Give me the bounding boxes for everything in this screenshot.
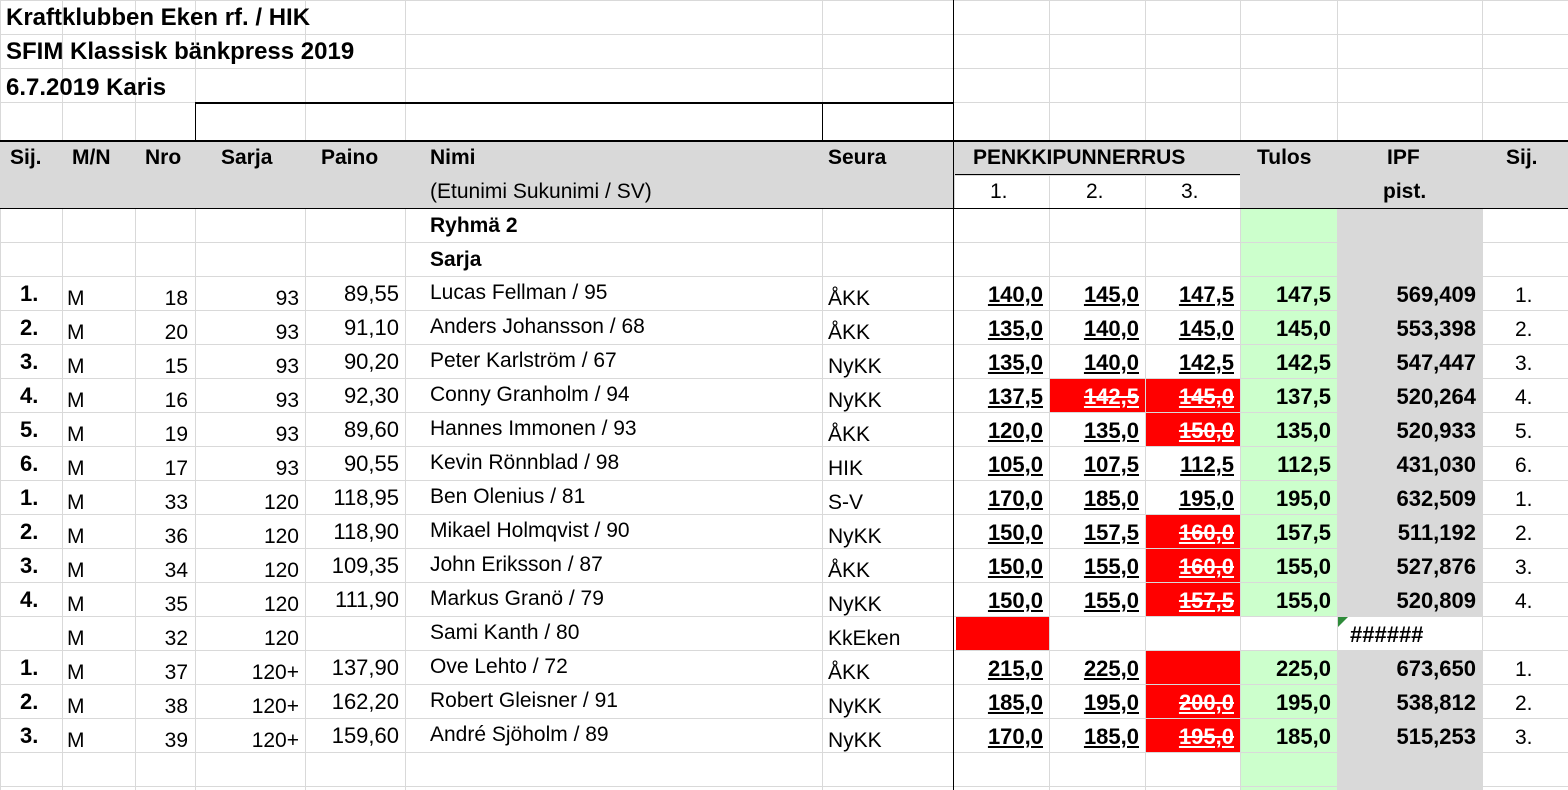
table-row-8-attempt-2: 157,5 (1083, 520, 1139, 545)
table-row-8-sarja: 120 (263, 525, 299, 548)
group-label: Ryhmä 2 (430, 214, 518, 237)
grid-row-line (0, 412, 1568, 413)
grid-col-line (1482, 0, 1483, 790)
table-row-1-nro: 18 (164, 287, 188, 310)
table-row-14-place2: 3. (1515, 726, 1533, 749)
grid-row-line (0, 684, 1568, 685)
table-row-6-club: HIK (828, 457, 864, 480)
table-row-13-attempt-3: 200,0 (1178, 690, 1234, 715)
table-row-2-attempt-3: 145,0 (1178, 316, 1234, 341)
table-row-6-attempt-3: 112,5 (1180, 452, 1234, 477)
table-row-7-place: 1. (20, 485, 39, 510)
table-row-4-place: 4. (20, 383, 39, 408)
table-row-1-sarja: 93 (275, 287, 299, 310)
grid-row-line (0, 786, 1568, 787)
table-row-6-nro: 17 (164, 457, 188, 480)
table-row-14-club: NyKK (828, 729, 882, 752)
grid-row-line (0, 344, 1568, 345)
table-row-13-sarja: 120+ (251, 695, 299, 718)
table-row-13-place2: 2. (1515, 692, 1533, 715)
col-header-seura: Seura (828, 146, 887, 169)
table-row-1-paino: 89,55 (343, 281, 399, 306)
table-row-3-club: NyKK (828, 355, 882, 378)
title-box-mid (822, 102, 823, 140)
table-row-8-club: NyKK (828, 525, 882, 548)
table-row-13-club: NyKK (828, 695, 882, 718)
table-row-10-mn: M (67, 593, 85, 616)
grid-row-line (0, 650, 1568, 651)
table-row-4-attempt-3: 145,0 (1178, 384, 1234, 409)
table-row-13-paino: 162,20 (331, 689, 399, 714)
col-header-nimi: Nimi (430, 146, 476, 169)
table-row-5-attempt-1: 120,0 (987, 418, 1043, 443)
comment-marker-icon (1338, 617, 1348, 627)
table-row-1-place: 1. (20, 281, 39, 306)
grid-row-line (0, 378, 1568, 379)
table-row-3-place2: 3. (1515, 352, 1533, 375)
table-row-10-attempt-2: 155,0 (1083, 588, 1139, 613)
table-row-4-place2: 4. (1515, 386, 1533, 409)
table-row-12-sarja: 120+ (251, 661, 299, 684)
table-row-10-total: 155,0 (1275, 588, 1331, 613)
table-row-2-mn: M (67, 321, 85, 344)
col-header-attempt-3: 3. (1181, 180, 1199, 203)
table-row-7-paino: 118,95 (333, 485, 399, 510)
table-row-9-paino: 109,35 (331, 553, 399, 578)
col-header-attempt-2: 2. (1086, 180, 1104, 203)
table-row-5-total: 135,0 (1275, 418, 1331, 443)
table-row-9-club: ÅKK (828, 559, 871, 582)
table-row-7-club: S-V (828, 491, 864, 514)
table-row-2-total: 145,0 (1275, 316, 1331, 341)
table-row-10-club: NyKK (828, 593, 882, 616)
table-row-7-mn: M (67, 491, 85, 514)
table-row-6-attempt-1: 105,0 (987, 452, 1043, 477)
grid-row-line (0, 174, 1568, 175)
table-row-14-ipf: 515,253 (1396, 724, 1476, 749)
attempt-divider (955, 174, 1240, 175)
table-row-12-total: 225,0 (1275, 656, 1331, 681)
table-row-9-sarja: 120 (263, 559, 299, 582)
table-row-13-attempt-1: 185,0 (987, 690, 1043, 715)
table-row-11-ipf: ###### (1350, 622, 1424, 647)
blank-header-fill (197, 104, 822, 140)
table-row-6-paino: 90,55 (343, 451, 399, 476)
table-row-1-mn: M (67, 287, 85, 310)
table-row-13-place: 2. (20, 689, 39, 714)
table-row-10-place2: 4. (1515, 590, 1533, 613)
table-row-4-nro: 16 (164, 389, 188, 412)
table-row-11-nro: 32 (164, 627, 188, 650)
grid-row-line (0, 276, 1568, 277)
table-row-9-name: John Eriksson / 87 (430, 553, 603, 576)
table-row-10-sarja: 120 (263, 593, 299, 616)
grid-col-line (1337, 0, 1338, 790)
table-row-14-mn: M (67, 729, 85, 752)
table-row-9-ipf: 527,876 (1396, 554, 1476, 579)
table-row-8-total: 157,5 (1275, 520, 1331, 545)
table-row-12-club: ÅKK (828, 661, 871, 684)
grid-col-line (305, 0, 306, 790)
grid-row-line (0, 446, 1568, 447)
table-row-1-total: 147,5 (1275, 282, 1331, 307)
table-row-3-nro: 15 (164, 355, 188, 378)
table-row-6-name: Kevin Rönnblad / 98 (430, 451, 620, 474)
table-row-5-name: Hannes Immonen / 93 (430, 417, 637, 440)
table-row-10-ipf: 520,809 (1396, 588, 1476, 613)
table-row-1-club: ÅKK (828, 287, 871, 310)
table-row-11-club: KkEken (828, 627, 901, 650)
grid-row-line (0, 68, 1568, 69)
table-row-1-name: Lucas Fellman / 95 (430, 281, 608, 304)
table-row-7-place2: 1. (1515, 488, 1533, 511)
table-row-6-place2: 6. (1515, 454, 1533, 477)
table-row-11-sarja: 120 (263, 627, 299, 650)
table-row-5-mn: M (67, 423, 85, 446)
header-bottom-border (0, 208, 1568, 209)
table-row-8-name: Mikael Holmqvist / 90 (430, 519, 630, 542)
col-header-mn: M/N (72, 146, 111, 169)
col-header-nro: Nro (145, 146, 182, 169)
table-row-2-paino: 91,10 (343, 315, 399, 340)
table-row-9-attempt-2: 155,0 (1083, 554, 1139, 579)
table-row-12-attempt-2: 225,0 (1083, 656, 1139, 681)
event-title: SFIM Klassisk bänkpress 2019 (6, 38, 355, 65)
table-row-5-nro: 19 (164, 423, 188, 446)
col-header-sij2: Sij. (1506, 146, 1538, 169)
table-row-13-nro: 38 (164, 695, 188, 718)
table-row-5-place2: 5. (1515, 420, 1533, 443)
table-row-14-attempt-3: 195,0 (1178, 724, 1234, 749)
title-box-left (195, 102, 196, 140)
table-row-10-nro: 35 (164, 593, 188, 616)
table-row-1-attempt-2: 145,0 (1083, 282, 1139, 307)
table-row-4-mn: M (67, 389, 85, 412)
table-row-3-place: 3. (20, 349, 39, 374)
grid-col-line (405, 0, 406, 790)
table-row-3-sarja: 93 (275, 355, 299, 378)
table-row-9-place: 3. (20, 553, 39, 578)
table-row-4-club: NyKK (828, 389, 882, 412)
table-row-8-nro: 36 (164, 525, 188, 548)
table-row-5-club: ÅKK (828, 423, 871, 446)
grid-col-line (1240, 0, 1241, 790)
table-row-11-name: Sami Kanth / 80 (430, 621, 580, 644)
table-row-2-name: Anders Johansson / 68 (430, 315, 645, 338)
table-row-6-sarja: 93 (275, 457, 299, 480)
table-row-6-total: 112,5 (1277, 452, 1331, 477)
table-row-12-nro: 37 (164, 661, 188, 684)
col-header-attempt-1: 1. (990, 180, 1008, 203)
table-row-2-attempt-1: 135,0 (987, 316, 1043, 341)
table-row-14-paino: 159,60 (331, 723, 399, 748)
table-row-2-place: 2. (20, 315, 39, 340)
table-row-10-paino: 111,90 (334, 587, 399, 612)
table-row-3-attempt-1: 135,0 (987, 350, 1043, 375)
table-row-2-place2: 2. (1515, 318, 1533, 341)
col-header-penkkipunnerrus: PENKKIPUNNERRUS (973, 146, 1186, 169)
grid-row-line (0, 310, 1568, 311)
table-row-8-attempt-3: 160,0 (1178, 520, 1234, 545)
table-row-13-mn: M (67, 695, 85, 718)
table-row-3-paino: 90,20 (343, 349, 399, 374)
table-row-7-sarja: 120 (263, 491, 299, 514)
table-row-10-attempt-3: 157,5 (1178, 588, 1234, 613)
grid-row-line (0, 242, 1568, 243)
grid-row-line (0, 718, 1568, 719)
table-row-5-ipf: 520,933 (1396, 418, 1476, 443)
table-row-8-place: 2. (20, 519, 39, 544)
grid-row-line (0, 0, 1568, 1)
table-row-1-place2: 1. (1515, 284, 1533, 307)
table-row-6-ipf: 431,030 (1396, 452, 1476, 477)
table-row-12-paino: 137,90 (331, 655, 399, 680)
club-title: Kraftklubben Eken rf. / HIK (6, 4, 311, 31)
table-row-2-ipf: 553,398 (1396, 316, 1476, 341)
table-row-9-place2: 3. (1515, 556, 1533, 579)
table-row-9-attempt-1: 150,0 (987, 554, 1043, 579)
grid-row-line (0, 548, 1568, 549)
table-row-12-ipf: 673,650 (1396, 656, 1476, 681)
table-row-5-paino: 89,60 (343, 417, 399, 442)
table-row-8-attempt-1: 150,0 (987, 520, 1043, 545)
col-header-ipf-sub: pist. (1383, 180, 1427, 203)
table-row-5-attempt-2: 135,0 (1083, 418, 1139, 443)
grid-col-line (0, 0, 1, 790)
table-row-4-attempt-2: 142,5 (1083, 384, 1139, 409)
table-row-13-attempt-2: 195,0 (1083, 690, 1139, 715)
table-row-9-attempt-3: 160,0 (1178, 554, 1234, 579)
grid-row-line (0, 752, 1568, 753)
table-row-10-name: Markus Granö / 79 (430, 587, 604, 610)
table-row-3-ipf: 547,447 (1396, 350, 1476, 375)
table-row-10-attempt-1: 150,0 (987, 588, 1043, 613)
table-row-12-mn: M (67, 661, 85, 684)
table-row-6-attempt-2: 107,5 (1083, 452, 1139, 477)
table-row-8-ipf: 511,192 (1397, 520, 1476, 545)
table-row-7-name: Ben Olenius / 81 (430, 485, 586, 508)
table-row-12-attempt-3-fail-fill (1146, 651, 1240, 684)
table-row-13-total: 195,0 (1275, 690, 1331, 715)
table-row-12-place: 1. (20, 655, 39, 680)
table-row-7-attempt-2: 185,0 (1083, 486, 1139, 511)
table-row-7-attempt-3: 195,0 (1178, 486, 1234, 511)
table-row-3-name: Peter Karlström / 67 (430, 349, 617, 372)
grid-row-line (0, 514, 1568, 515)
table-row-7-attempt-1: 170,0 (987, 486, 1043, 511)
table-row-3-attempt-2: 140,0 (1083, 350, 1139, 375)
table-row-5-attempt-3: 150,0 (1178, 418, 1234, 443)
table-row-12-place2: 1. (1515, 658, 1533, 681)
table-row-14-name: André Sjöholm / 89 (430, 723, 609, 746)
table-row-3-mn: M (67, 355, 85, 378)
col-header-sij: Sij. (10, 146, 42, 169)
table-row-11-attempt-1-fail-fill (956, 617, 1049, 650)
table-row-2-sarja: 93 (275, 321, 299, 344)
table-row-2-club: ÅKK (828, 321, 871, 344)
table-row-3-total: 142,5 (1275, 350, 1331, 375)
table-row-2-nro: 20 (164, 321, 188, 344)
table-row-9-nro: 34 (164, 559, 188, 582)
table-row-2-attempt-2: 140,0 (1083, 316, 1139, 341)
col-header-sarja: Sarja (221, 146, 273, 169)
table-row-13-name: Robert Gleisner / 91 (430, 689, 618, 712)
table-row-1-attempt-3: 147,5 (1178, 282, 1234, 307)
table-row-14-place: 3. (20, 723, 39, 748)
table-row-7-total: 195,0 (1275, 486, 1331, 511)
table-row-10-place: 4. (20, 587, 39, 612)
table-row-4-ipf: 520,264 (1396, 384, 1476, 409)
table-row-3-attempt-3: 142,5 (1178, 350, 1234, 375)
table-row-14-attempt-1: 170,0 (987, 724, 1043, 749)
col-header-ipf: IPF (1387, 146, 1420, 169)
header-top-border (0, 140, 1568, 142)
vertical-divider (953, 0, 954, 790)
table-row-8-place2: 2. (1515, 522, 1533, 545)
grid-row-line (0, 34, 1568, 35)
table-row-8-paino: 118,90 (333, 519, 399, 544)
table-row-14-sarja: 120+ (251, 729, 299, 752)
grid-col-line (62, 0, 63, 790)
table-row-7-nro: 33 (164, 491, 188, 514)
table-row-7-ipf: 632,509 (1396, 486, 1476, 511)
col-header-nimi-sub: (Etunimi Sukunimi / SV) (430, 180, 652, 203)
table-row-4-attempt-1: 137,5 (987, 384, 1043, 409)
table-row-14-attempt-2: 185,0 (1083, 724, 1139, 749)
event-date-place: 6.7.2019 Karis (6, 74, 167, 101)
table-row-9-mn: M (67, 559, 85, 582)
table-row-5-sarja: 93 (275, 423, 299, 446)
table-row-4-name: Conny Granholm / 94 (430, 383, 630, 406)
table-row-1-ipf: 569,409 (1396, 282, 1476, 307)
grid-col-line (135, 0, 136, 790)
table-row-12-name: Ove Lehto / 72 (430, 655, 568, 678)
table-row-5-place: 5. (20, 417, 39, 442)
dq-tulos-fill (1241, 617, 1337, 650)
grid-row-line (0, 480, 1568, 481)
table-row-14-total: 185,0 (1275, 724, 1331, 749)
col-header-tulos: Tulos (1257, 146, 1312, 169)
table-row-4-paino: 92,30 (343, 383, 399, 408)
table-row-6-mn: M (67, 457, 85, 480)
table-row-12-attempt-1: 215,0 (987, 656, 1043, 681)
table-row-4-total: 137,5 (1275, 384, 1331, 409)
table-row-9-total: 155,0 (1275, 554, 1331, 579)
table-row-14-nro: 39 (164, 729, 188, 752)
grid-row-line (0, 582, 1568, 583)
table-row-8-mn: M (67, 525, 85, 548)
table-row-4-sarja: 93 (275, 389, 299, 412)
table-row-1-attempt-1: 140,0 (987, 282, 1043, 307)
table-row-6-place: 6. (20, 451, 39, 476)
col-header-paino: Paino (321, 146, 379, 169)
sarja-label: Sarja (430, 248, 482, 271)
table-row-11-mn: M (67, 627, 85, 650)
table-row-13-ipf: 538,812 (1396, 690, 1476, 715)
title-box-border (195, 102, 953, 104)
